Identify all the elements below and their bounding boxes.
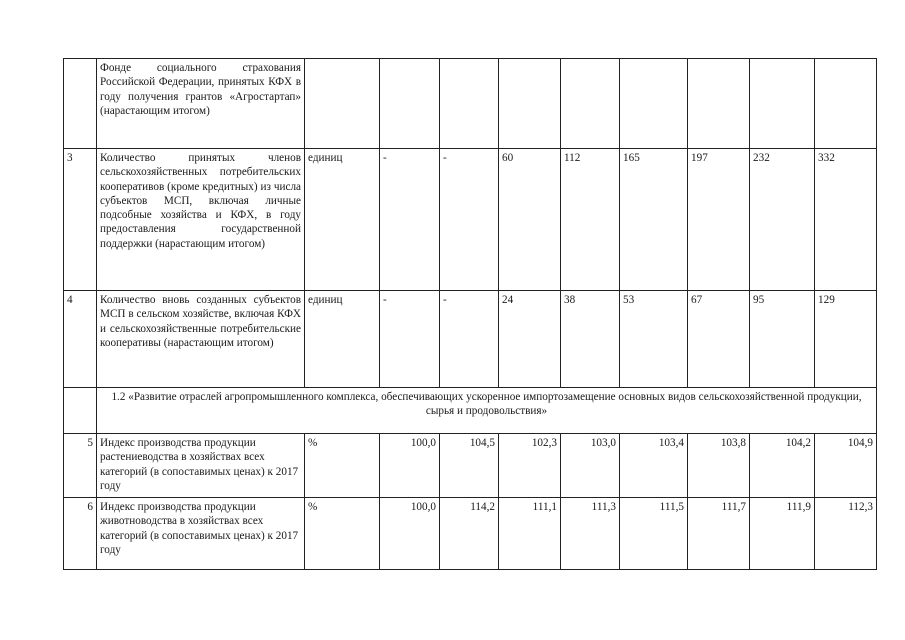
value-cell	[561, 59, 620, 149]
value-cell: 100,0	[380, 434, 440, 498]
indicator-description: Индекс производства продукции растениеводства в хозяйствах всех категорий (в сопоставимых ценах) к 2017 году	[97, 434, 305, 498]
table-row	[64, 434, 877, 498]
value-cell	[750, 59, 815, 149]
value-cell: 112,3	[815, 498, 877, 570]
table-row	[64, 149, 877, 291]
value-cell: -	[380, 149, 440, 291]
table-row	[64, 498, 877, 570]
table-row	[64, 59, 877, 149]
value-cell: 112	[561, 149, 620, 291]
value-cell: 111,7	[688, 498, 750, 570]
value-cell	[499, 59, 561, 149]
unit-cell: %	[305, 498, 380, 570]
value-cell: 104,9	[815, 434, 877, 498]
value-cell: 103,8	[688, 434, 750, 498]
value-cell: 38	[561, 291, 620, 388]
value-cell: 114,2	[440, 498, 499, 570]
value-cell: 102,3	[499, 434, 561, 498]
value-cell: 103,0	[561, 434, 620, 498]
value-cell: -	[440, 291, 499, 388]
value-cell: -	[380, 291, 440, 388]
value-cell: 95	[750, 291, 815, 388]
value-cell: 197	[688, 149, 750, 291]
section-row	[64, 388, 877, 434]
value-cell: 129	[815, 291, 877, 388]
value-cell	[440, 59, 499, 149]
indicator-description: Фонде социального страхования Российской Федерации, принятых КФХ в году получения грантов «Агростартап» (нарастающим итогом)	[97, 59, 305, 149]
unit-cell: единиц	[305, 291, 380, 388]
indicator-description: Количество принятых членов сельскохозяйственных потребительских кооперативов (кроме кредитных) из числа субъектов МСП, включая личные подсобные хозяйства и КФХ, в году предоставления государственной поддержки (нарастающим итогом)	[97, 149, 305, 291]
value-cell: 103,4	[620, 434, 688, 498]
table-row	[64, 291, 877, 388]
value-cell: 232	[750, 149, 815, 291]
value-cell: 165	[620, 149, 688, 291]
unit-cell: %	[305, 434, 380, 498]
value-cell	[815, 59, 877, 149]
row-number: 5	[64, 434, 97, 498]
value-cell: 24	[499, 291, 561, 388]
value-cell: 332	[815, 149, 877, 291]
value-cell: -	[440, 149, 499, 291]
row-number: 4	[64, 291, 97, 388]
row-number: 6	[64, 498, 97, 570]
value-cell: 100,0	[380, 498, 440, 570]
value-cell	[380, 59, 440, 149]
row-number: 3	[64, 149, 97, 291]
value-cell: 111,5	[620, 498, 688, 570]
unit-cell: единиц	[305, 149, 380, 291]
row-number	[64, 59, 97, 149]
value-cell: 111,3	[561, 498, 620, 570]
section-heading: 1.2 «Развитие отраслей агропромышленного комплекса, обеспечивающих ускоренное импортозамещение основных видов сельскохозяйственной продукции, сырья и продовольствия»	[97, 388, 877, 434]
value-cell	[688, 59, 750, 149]
value-cell: 111,1	[499, 498, 561, 570]
value-cell: 111,9	[750, 498, 815, 570]
value-cell	[620, 59, 688, 149]
indicators-table	[63, 58, 877, 570]
value-cell: 60	[499, 149, 561, 291]
indicator-description: Количество вновь созданных субъектов МСП в сельском хозяйстве, включая КФХ и сельскохозяйственные потребительские кооперативы (нарастающим итогом)	[97, 291, 305, 388]
indicator-description: Индекс производства продукции животноводства в хозяйствах всех категорий (в сопоставимых ценах) к 2017 году	[97, 498, 305, 570]
value-cell: 67	[688, 291, 750, 388]
value-cell: 104,2	[750, 434, 815, 498]
value-cell: 53	[620, 291, 688, 388]
value-cell: 104,5	[440, 434, 499, 498]
section-number-cell	[64, 388, 97, 434]
unit-cell	[305, 59, 380, 149]
